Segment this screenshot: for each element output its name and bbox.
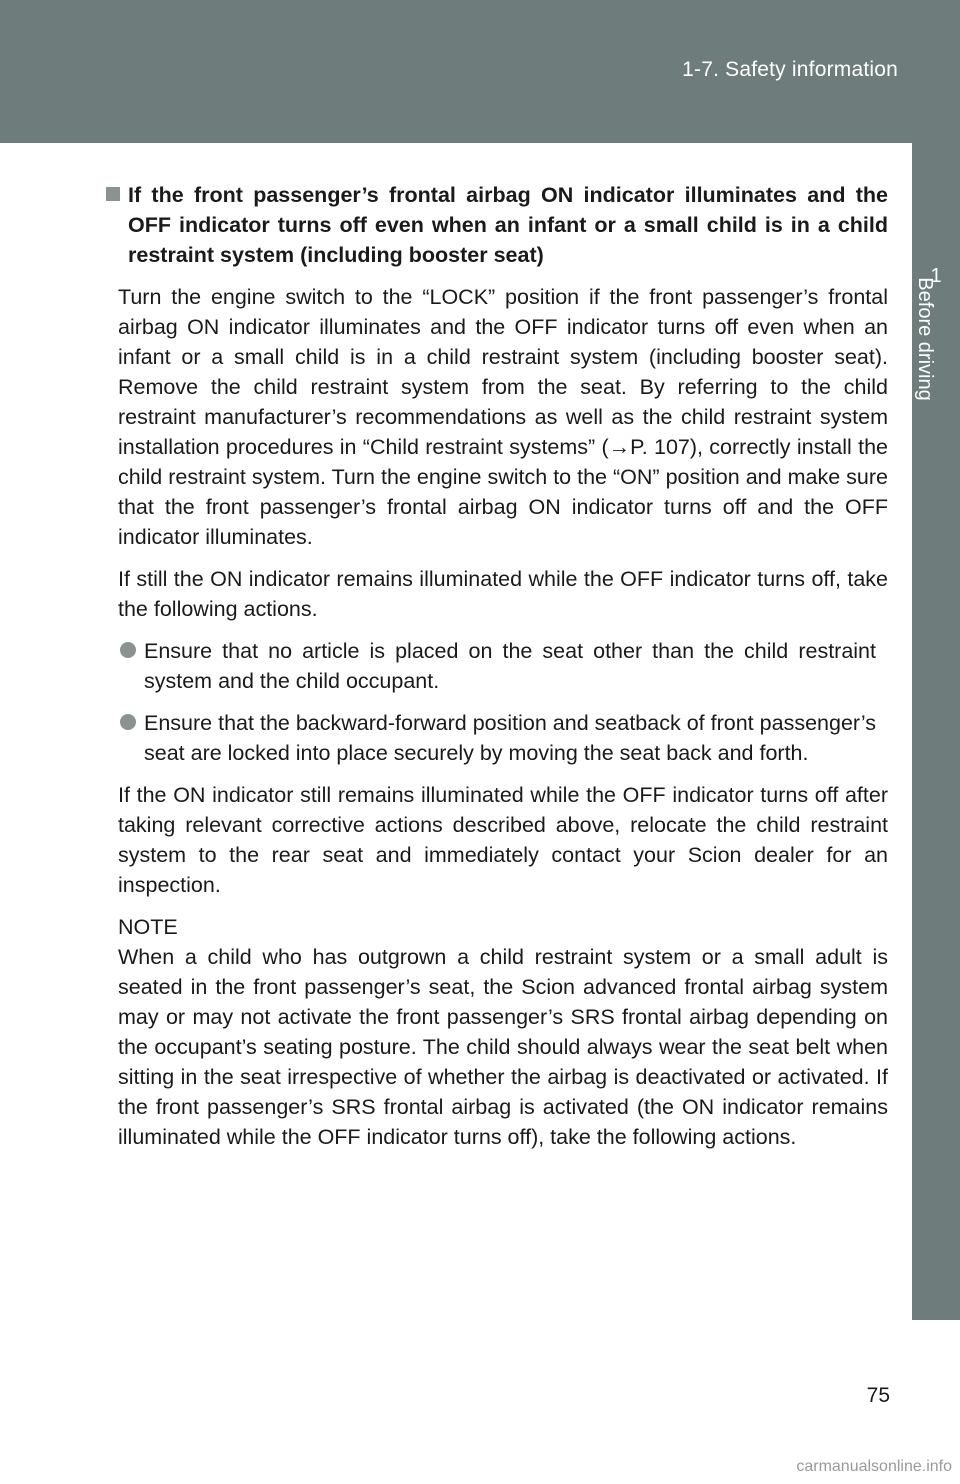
note-label: NOTE (118, 915, 178, 939)
list-item (120, 708, 888, 768)
chapter-label: Before driving (914, 277, 936, 401)
chapter-number: 1 (930, 265, 942, 287)
note-block (118, 912, 888, 1152)
section-heading-row (106, 180, 888, 270)
section-title: 1-7. Safety information (682, 58, 898, 81)
list-item-text: Ensure that no article is placed on the seat other than the child restraint system and the child occupant. (144, 639, 876, 693)
page-header (0, 0, 960, 143)
paragraph-if-still-on: If still the ON indicator remains illuminated while the OFF indicator turns off, take the following actions. (118, 567, 888, 621)
list-item (120, 636, 888, 696)
watermark: carmanualsonline.info (796, 1458, 952, 1475)
square-bullet-icon (106, 187, 120, 201)
circle-bullet-icon (120, 714, 136, 730)
chapter-side-tab (912, 143, 960, 1320)
page-number: 75 (866, 1384, 890, 1407)
circle-bullet-icon (120, 642, 136, 658)
paragraph-relocate: If the ON indicator still remains illuminated while the OFF indicator turns off after taking relevant corrective actions described above, relocate the child restraint system to the rear seat and immediately contact your Scion dealer for an inspection. (118, 783, 888, 897)
main-content (108, 180, 888, 1152)
section-heading: If the front passenger’s frontal airbag ON indicator illuminates and the OFF indicator turns off even when an infant or a small child is in a child restraint system (including booster seat) (128, 183, 888, 267)
paragraph-instructions: Turn the engine switch to the “LOCK” position if the front passenger’s frontal airbag ON indicator illuminates and the OFF indicator turns off even when an infant or a small child is in a child restraint system (including booster seat). Remove the child restraint system from the seat. By referring to the child restraint manufacturer’s recommendations as well as the child restraint system installation procedures in “Child restraint systems” (→P. 107), correctly install the child restraint system. Turn the engine switch to the “ON” position and make sure that the front passenger’s frontal airbag ON indicator turns off and the OFF indicator illuminates. (118, 285, 888, 549)
note-text: When a child who has outgrown a child restraint system or a small adult is seated in the front passenger’s seat, the Scion advanced frontal airbag system may or may not activate the front passenger’s SRS frontal airbag depending on the occupant’s seating posture. The child should always wear the seat belt when sitting in the seat irrespective of whether the airbag is deactivated or activated. If the front passenger’s SRS frontal airbag is activated (the ON indicator remains illuminated while the OFF indicator turns off), take the following actions. (118, 945, 888, 1149)
list-item-text: Ensure that the backward-forward position and seatback of front passenger’s seat are locked into place securely by moving the seat back and forth. (144, 711, 876, 765)
